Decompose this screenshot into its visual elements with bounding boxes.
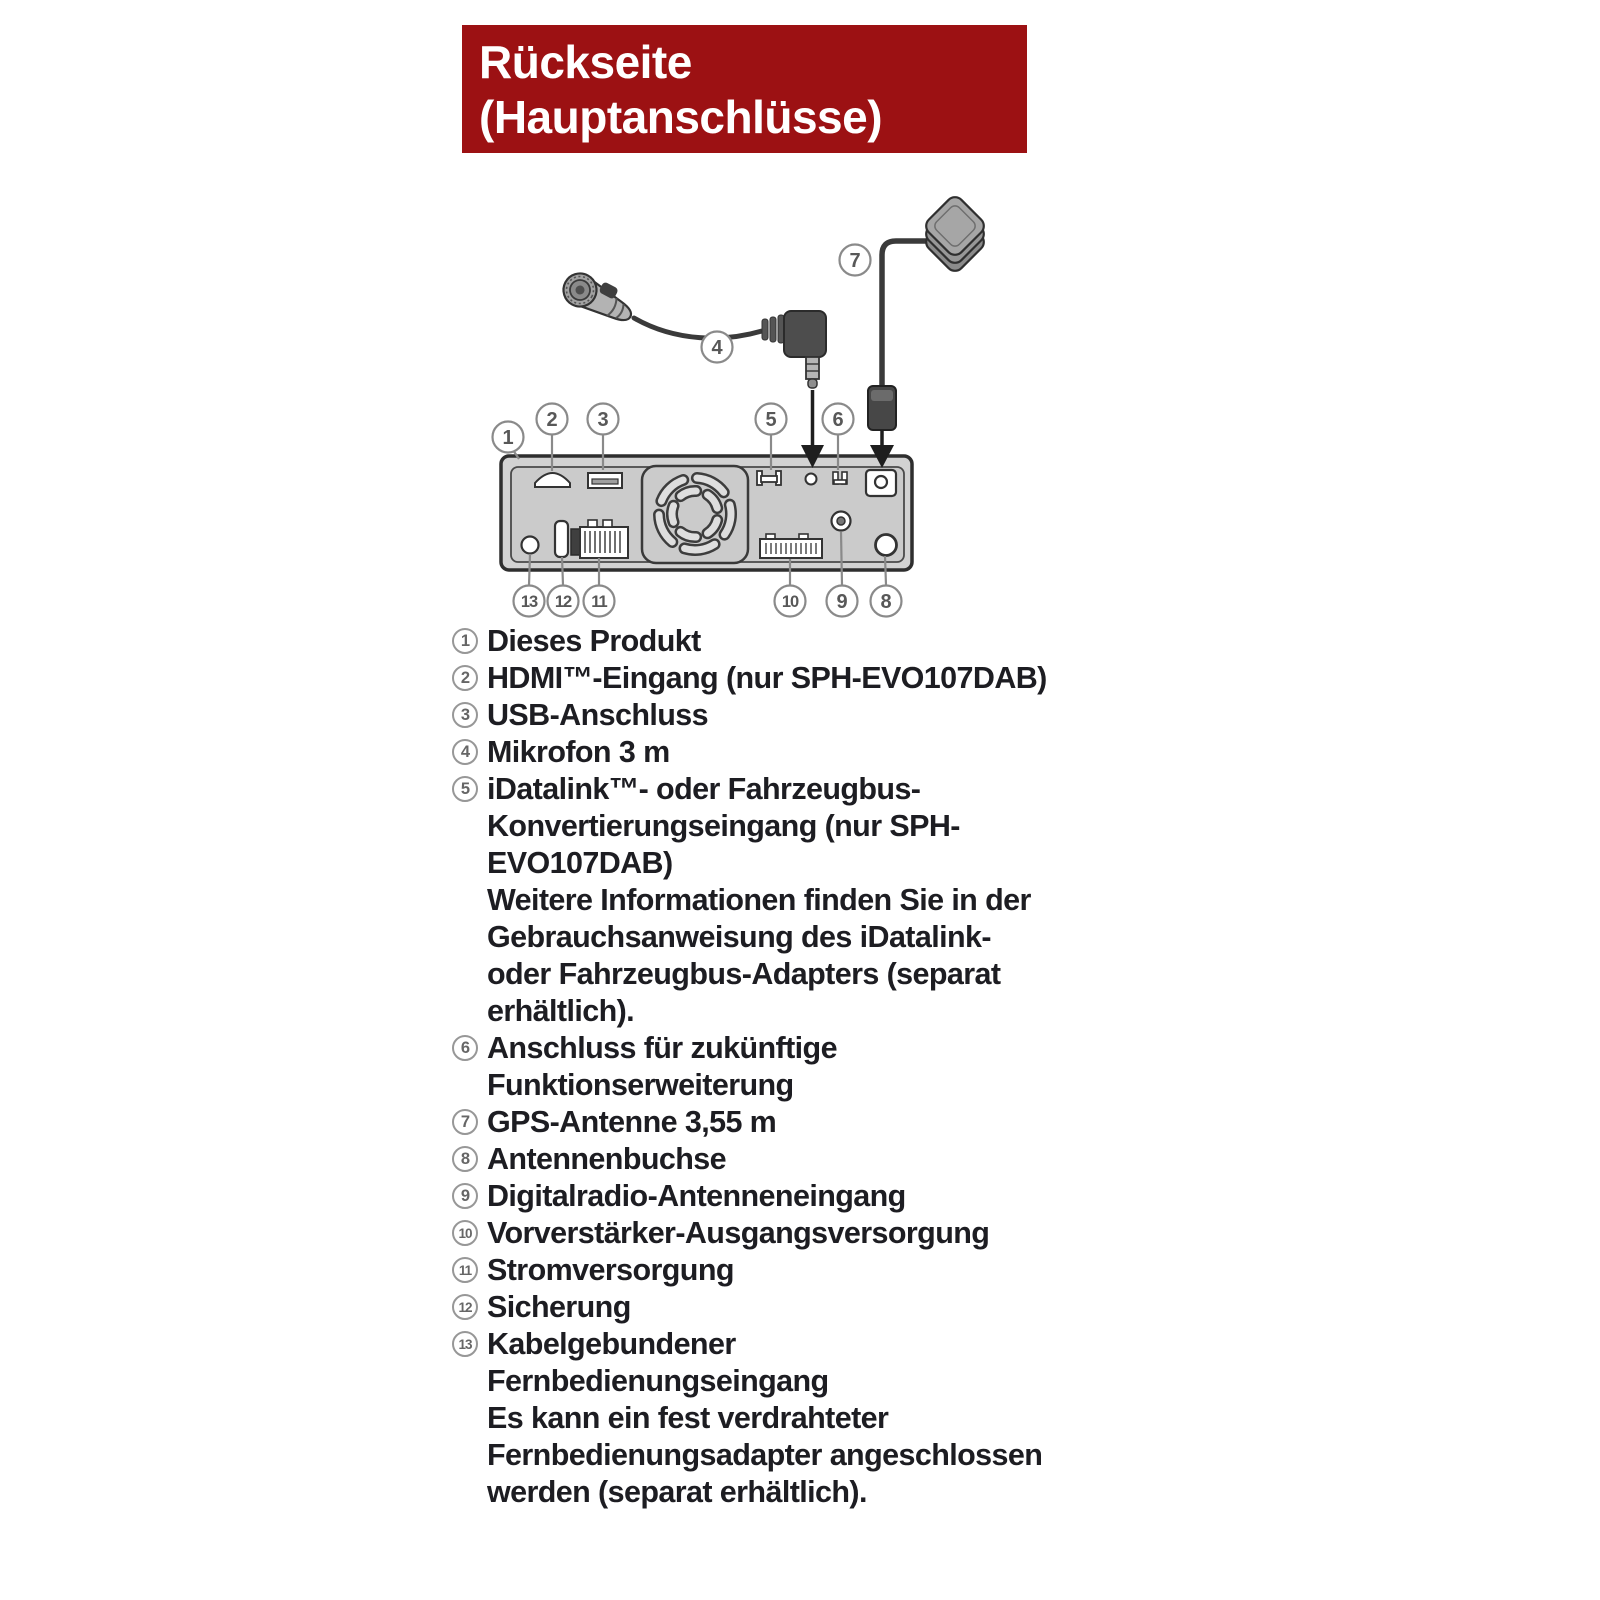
- legend-item-number: 12: [452, 1294, 478, 1320]
- legend-item-number: 11: [452, 1257, 478, 1283]
- legend-text-line: Sicherung: [487, 1290, 631, 1324]
- legend-item-number: 6: [452, 1035, 478, 1061]
- legend-text-line: Digitalradio-Antenneneingang: [487, 1179, 906, 1213]
- legend-item-number: 4: [452, 739, 478, 765]
- legend-item-text: [487, 1178, 906, 1215]
- legend-item: [452, 1141, 1100, 1178]
- legend-item-text: [487, 1141, 726, 1178]
- section-title-line1: Rückseite: [479, 36, 692, 88]
- legend-item-number: 1: [452, 628, 478, 654]
- legend-text-line: werden (separat erhältlich).: [487, 1475, 867, 1509]
- wired-remote-jack: [522, 537, 539, 554]
- legend-text-line: Es kann ein fest verdrahteter: [487, 1401, 889, 1435]
- legend-item-text: [487, 1252, 734, 1289]
- svg-text:13: 13: [520, 593, 538, 611]
- gps-antenna-illustration: [868, 193, 988, 468]
- legend-item-number: 9: [452, 1183, 478, 1209]
- legend-text-line: Stromversorgung: [487, 1253, 734, 1287]
- legend-item-text: [487, 734, 670, 771]
- svg-text:12: 12: [554, 593, 572, 611]
- callout-9: [827, 586, 858, 617]
- microphone-illustration: [558, 265, 826, 468]
- rear-panel: [501, 456, 912, 570]
- callout-6: [823, 404, 854, 435]
- mic-jack-hole: [806, 474, 817, 485]
- usb-port: [588, 473, 622, 488]
- legend-item-number: 7: [452, 1109, 478, 1135]
- legend-text-line: iDatalink™- oder Fahrzeugbus-: [487, 772, 921, 806]
- callout-8: [871, 586, 902, 617]
- legend-item: [452, 771, 1100, 1030]
- legend-text-line: oder Fahrzeugbus-Adapters (separat: [487, 957, 1001, 991]
- legend-item-text: [487, 1326, 1042, 1511]
- fuse: [555, 521, 568, 557]
- legend-text-line: Dieses Produkt: [487, 624, 701, 658]
- legend-text-line: EVO107DAB): [487, 846, 673, 880]
- legend-item: [452, 1178, 1100, 1215]
- callout-2: [537, 404, 568, 435]
- legend-text-line: Kabelgebundener: [487, 1327, 736, 1361]
- legend-item-text: [487, 623, 701, 660]
- legend-item: [452, 1289, 1100, 1326]
- legend-text-line: Fernbedienungseingang: [487, 1364, 829, 1398]
- legend-text-line: Funktionserweiterung: [487, 1068, 794, 1102]
- rear-panel-connection-diagram: [440, 165, 1060, 625]
- legend-item: [452, 1104, 1100, 1141]
- legend-text-line: Vorverstärker-Ausgangsversorgung: [487, 1216, 990, 1250]
- legend-item-text: [487, 660, 1047, 697]
- legend-item-text: [487, 1030, 837, 1104]
- legend-text-line: Konvertierungseingang (nur SPH-: [487, 809, 960, 843]
- legend-item: [452, 660, 1100, 697]
- legend-item: [452, 1326, 1100, 1511]
- callout-4: [702, 332, 733, 363]
- legend-item-text: [487, 1289, 631, 1326]
- legend-item-text: [487, 1104, 776, 1141]
- gps-antenna-jack: [866, 470, 896, 496]
- svg-text:10: 10: [781, 593, 799, 611]
- section-header-banner: [462, 25, 1027, 153]
- legend-item: [452, 734, 1100, 771]
- svg-text:6: 6: [832, 409, 844, 431]
- legend-item-number: 13: [452, 1331, 478, 1357]
- svg-text:5: 5: [765, 409, 777, 431]
- mic-cable: [634, 318, 762, 338]
- legend-text-line: Weitere Informationen finden Sie in der: [487, 883, 1031, 917]
- callout-1: [493, 422, 524, 453]
- callout-13: [514, 586, 545, 617]
- legend-text-line: GPS-Antenne 3,55 m: [487, 1105, 777, 1139]
- svg-text:4: 4: [711, 337, 723, 359]
- svg-text:8: 8: [880, 591, 892, 613]
- legend-item-number: 10: [452, 1220, 478, 1246]
- dab-antenna-jack: [832, 512, 851, 531]
- svg-text:9: 9: [836, 591, 848, 613]
- legend-text-line: Gebrauchsanweisung des iDatalink-: [487, 920, 991, 954]
- legend-text-line: Mikrofon 3 m: [487, 735, 670, 769]
- legend-text-line: USB-Anschluss: [487, 698, 708, 732]
- legend-item-text: [487, 1215, 989, 1252]
- callout-3: [588, 404, 619, 435]
- legend-text-line: Antennenbuchse: [487, 1142, 727, 1176]
- legend-list: [452, 623, 1100, 1511]
- callout-11: [584, 586, 615, 617]
- antenna-jack: [876, 535, 897, 556]
- legend-item: [452, 1215, 1100, 1252]
- legend-item-text: [487, 771, 1031, 1030]
- svg-text:7: 7: [849, 250, 861, 272]
- legend-text-line: HDMI™-Eingang (nur SPH-EVO107DAB): [487, 661, 1047, 695]
- legend-item: [452, 623, 1100, 660]
- legend-item: [452, 1252, 1100, 1289]
- legend-text-line: Anschluss für zukünftige: [487, 1031, 837, 1065]
- fan-vent: [642, 466, 748, 563]
- callout-5: [756, 404, 787, 435]
- callout-12: [548, 586, 579, 617]
- callout-10: [775, 586, 806, 617]
- svg-text:2: 2: [546, 409, 558, 431]
- legend-item-number: 8: [452, 1146, 478, 1172]
- gps-ferrite: [868, 386, 896, 430]
- svg-text:1: 1: [502, 427, 514, 449]
- legend-item: [452, 697, 1100, 734]
- section-title-line2: (Hauptanschlüsse): [479, 91, 883, 143]
- legend-item-number: 2: [452, 665, 478, 691]
- legend-text-line: erhältlich).: [487, 994, 635, 1028]
- gps-cable: [882, 241, 928, 388]
- legend-item: [452, 1030, 1100, 1104]
- callout-7: [840, 245, 871, 276]
- mic-plug: [762, 311, 826, 388]
- legend-item-text: [487, 697, 708, 734]
- svg-text:11: 11: [591, 593, 607, 611]
- legend-item-number: 5: [452, 776, 478, 802]
- legend-text-line: Fernbedienungsadapter angeschlossen: [487, 1438, 1043, 1472]
- legend-item-number: 3: [452, 702, 478, 728]
- svg-text:3: 3: [597, 409, 609, 431]
